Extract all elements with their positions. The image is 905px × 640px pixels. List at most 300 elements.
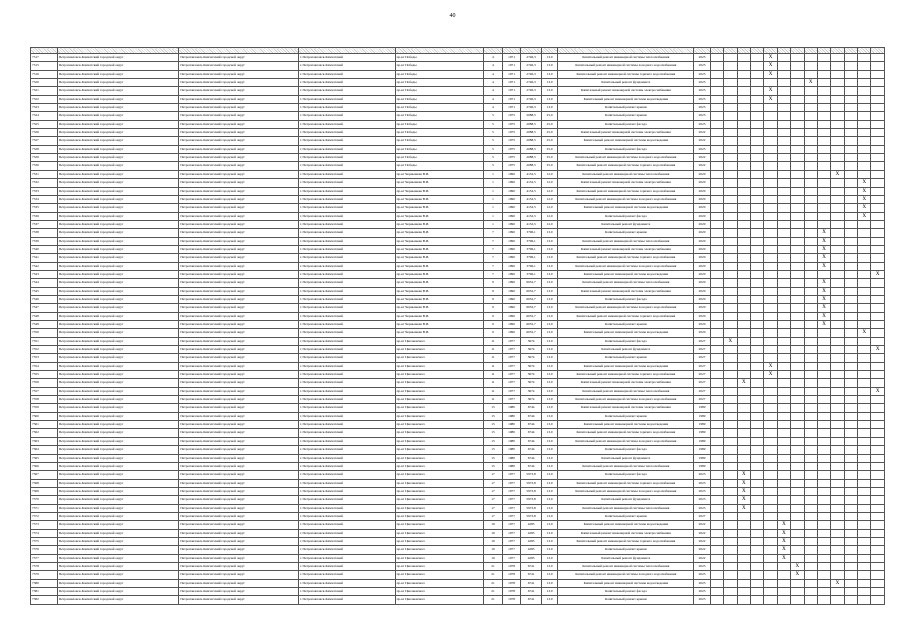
mark-cell — [804, 371, 817, 379]
mark-cell — [858, 429, 871, 437]
street-cell: пр-кт Чернышева В.И. — [395, 329, 484, 337]
mark-cell — [804, 346, 817, 354]
year-cell: 1978 — [502, 579, 521, 587]
mark-cell — [777, 129, 790, 137]
page-number: 40 — [449, 13, 456, 19]
mark-cell — [724, 204, 737, 212]
year-cell: 1977 — [502, 362, 521, 370]
wear-cell: 13,0 — [541, 312, 557, 320]
area-cell: 3796,1 — [521, 237, 542, 245]
mark-cell — [831, 329, 844, 337]
row-id: 7336 — [31, 212, 58, 220]
mark-cell — [817, 187, 830, 195]
mark-cell — [737, 362, 750, 370]
mark-cell — [791, 237, 804, 245]
mark-cell — [777, 487, 790, 495]
work-type-cell: Капитальный ремонт инженерной системы электроснабжения — [558, 245, 694, 253]
mark-cell — [804, 529, 817, 537]
area-cell: 6052,7 — [521, 329, 542, 337]
municipality-cell: Петропавловск-Камчатский городской округ — [179, 337, 298, 345]
year-cell: 1971 — [502, 79, 521, 87]
mark-cell — [724, 521, 737, 529]
mark-cell — [858, 295, 871, 303]
year-cell: 1971 — [502, 87, 521, 95]
municipality-cell: Петропавловск-Камчатский городской округ — [179, 404, 298, 412]
mark-cell — [858, 346, 871, 354]
mark-cell — [817, 487, 830, 495]
mark-cell — [750, 521, 763, 529]
street-cell: пр-кт Победы — [395, 154, 484, 162]
work-type-cell: Капитальный ремонт инженерной системы водоотведения — [558, 95, 694, 103]
mark-cell — [817, 546, 830, 554]
mark-cell — [804, 220, 817, 228]
mark-cell — [804, 404, 817, 412]
mark-cell — [750, 579, 763, 587]
work-type-cell: Капитальный ремонт инженерной системы холодного водоснабжения — [558, 437, 694, 445]
mark-cell — [724, 295, 737, 303]
street-cell: пр-кт Циолковского — [395, 454, 484, 462]
mark-cell — [817, 412, 830, 420]
municipality-cell: Петропавловск-Камчатский городской округ — [179, 79, 298, 87]
mark-cell — [831, 279, 844, 287]
mark-cell — [858, 537, 871, 545]
wear-cell: 13,0 — [541, 404, 557, 412]
settlement-cell: г. Петропавловск-Камчатский — [298, 104, 395, 112]
mark-cell — [804, 62, 817, 70]
municipality-cell: Петропавловск-Камчатский городской округ — [179, 371, 298, 379]
house-number-cell: 15 — [484, 446, 503, 454]
settlement-cell: г. Петропавловск-Камчатский — [298, 279, 395, 287]
mark-cell — [844, 262, 857, 270]
mark-cell — [844, 429, 857, 437]
mark-cell — [724, 237, 737, 245]
mark-cell — [844, 87, 857, 95]
table-row — [31, 237, 885, 245]
mark-cell — [871, 554, 885, 562]
mark-cell — [750, 262, 763, 270]
mark-cell — [724, 245, 737, 253]
work-type-cell: Капитальный ремонт инженерной системы теплоснабжения — [558, 170, 694, 178]
year-cell: 1977 — [502, 546, 521, 554]
mark-cell — [764, 462, 777, 470]
house-number-cell: 7 — [484, 254, 503, 262]
table-row — [31, 220, 885, 228]
table-row — [31, 137, 885, 145]
mark-cell — [724, 287, 737, 295]
mark-cell — [804, 112, 817, 120]
year-cell: 1977 — [502, 396, 521, 404]
mark-cell — [710, 537, 723, 545]
municipality-cell: Петропавловск-Камчатский городской округ — [179, 120, 298, 128]
mark-cell — [710, 137, 723, 145]
mark-cell — [844, 487, 857, 495]
mark-cell — [858, 479, 871, 487]
row-id: 7317 — [31, 54, 58, 62]
municipality-cell: Петропавловск-Камчатский городской округ — [57, 337, 179, 345]
mark-cell — [804, 362, 817, 370]
house-number-cell: 7 — [484, 245, 503, 253]
mark-cell — [737, 346, 750, 354]
area-cell: 6741 — [521, 588, 542, 596]
mark-cell — [724, 371, 737, 379]
street-cell: пр-кт Победы — [395, 104, 484, 112]
house-number-cell: 5 — [484, 162, 503, 170]
mark-cell — [737, 512, 750, 520]
table-row — [31, 187, 885, 195]
municipality-cell: Петропавловск-Камчатский городской округ — [179, 254, 298, 262]
street-cell: пр-кт Победы — [395, 145, 484, 153]
mark-cell: X — [737, 504, 750, 512]
mark-cell — [764, 204, 777, 212]
mark-cell — [764, 329, 777, 337]
mark-cell — [791, 95, 804, 103]
mark-cell — [750, 387, 763, 395]
mark-cell — [858, 546, 871, 554]
mark-cell: X — [737, 379, 750, 387]
house-number-cell: 11 — [484, 354, 503, 362]
work-type-cell: Капитальный ремонт инженерной системы водоотведения — [558, 362, 694, 370]
wear-cell: 25,0 — [541, 154, 557, 162]
mark-cell — [831, 204, 844, 212]
mark-cell — [750, 120, 763, 128]
mark-cell — [750, 79, 763, 87]
mark-cell — [764, 454, 777, 462]
house-number-cell: 17 — [484, 504, 503, 512]
plan-year-cell: 2027 — [694, 379, 710, 387]
table-row — [31, 479, 885, 487]
mark-cell — [737, 79, 750, 87]
municipality-cell: Петропавловск-Камчатский городской округ — [179, 429, 298, 437]
wear-cell: 13,0 — [541, 462, 557, 470]
plan-year-cell: 2020 — [694, 245, 710, 253]
mark-cell — [764, 537, 777, 545]
mark-cell — [817, 446, 830, 454]
mark-cell — [764, 179, 777, 187]
mark-cell — [724, 170, 737, 178]
mark-cell — [710, 187, 723, 195]
mark-cell — [844, 279, 857, 287]
municipality-cell: Петропавловск-Камчатский городской округ — [179, 496, 298, 504]
settlement-cell: г. Петропавловск-Камчатский — [298, 304, 395, 312]
mark-cell: X — [737, 479, 750, 487]
wear-cell: 13,0 — [541, 512, 557, 520]
year-cell: 1977 — [502, 521, 521, 529]
mark-cell — [831, 154, 844, 162]
plan-year-cell: 2020 — [694, 270, 710, 278]
mark-cell — [844, 154, 857, 162]
settlement-cell: г. Петропавловск-Камчатский — [298, 562, 395, 570]
mark-cell — [710, 254, 723, 262]
table-row — [31, 70, 885, 78]
area-cell: 6744 — [521, 412, 542, 420]
year-cell: 1990 — [502, 204, 521, 212]
table-row — [31, 546, 885, 554]
plan-year-cell: 1989 — [694, 462, 710, 470]
mark-cell — [777, 112, 790, 120]
mark-cell: X — [817, 254, 830, 262]
house-number-cell: 1 — [484, 187, 503, 195]
settlement-cell: г. Петропавловск-Камчатский — [298, 245, 395, 253]
mark-cell: X — [777, 521, 790, 529]
wear-cell: 13,0 — [541, 529, 557, 537]
mark-cell — [764, 521, 777, 529]
mark-cell — [777, 437, 790, 445]
wear-cell: 25,0 — [541, 145, 557, 153]
municipality-cell: Петропавловск-Камчатский городской округ — [179, 70, 298, 78]
plan-year-cell: 2022 — [694, 162, 710, 170]
settlement-cell: г. Петропавловск-Камчатский — [298, 237, 395, 245]
mark-cell — [817, 337, 830, 345]
mark-cell — [724, 571, 737, 579]
year-cell: 1977 — [502, 379, 521, 387]
mark-cell — [804, 579, 817, 587]
mark-cell — [791, 62, 804, 70]
table-row — [31, 462, 885, 470]
area-cell: 2088,5 — [521, 137, 542, 145]
mark-cell — [710, 579, 723, 587]
mark-cell — [844, 512, 857, 520]
mark-cell — [750, 170, 763, 178]
mark-cell — [724, 446, 737, 454]
house-number-cell: 15 — [484, 412, 503, 420]
plan-year-cell: 2020 — [694, 254, 710, 262]
mark-cell — [844, 70, 857, 78]
plan-year-cell: 2020 — [694, 321, 710, 329]
house-number-cell: 1 — [484, 212, 503, 220]
mark-cell — [737, 404, 750, 412]
mark-cell — [871, 112, 885, 120]
plan-year-cell: 2023 — [694, 562, 710, 570]
mark-cell — [817, 512, 830, 520]
year-cell: 1990 — [502, 179, 521, 187]
mark-cell — [844, 245, 857, 253]
area-cell: 6741 — [521, 562, 542, 570]
mark-cell — [858, 279, 871, 287]
mark-cell — [724, 95, 737, 103]
mark-cell — [858, 137, 871, 145]
house-number-cell: 4 — [484, 95, 503, 103]
row-id: 7351 — [31, 337, 58, 345]
work-type-cell: Капитальный ремонт фундамента — [558, 346, 694, 354]
mark-cell — [817, 396, 830, 404]
year-cell: 1990 — [502, 262, 521, 270]
mark-cell — [750, 129, 763, 137]
mark-cell — [710, 562, 723, 570]
mark-cell — [777, 270, 790, 278]
street-cell: пр-кт Циолковского — [395, 562, 484, 570]
mark-cell — [844, 329, 857, 337]
wear-cell: 13,0 — [541, 270, 557, 278]
municipality-cell: Петропавловск-Камчатский городской округ — [179, 220, 298, 228]
settlement-cell: г. Петропавловск-Камчатский — [298, 154, 395, 162]
work-type-cell: Капитальный ремонт инженерной системы горячего водоснабжения — [558, 187, 694, 195]
table-row — [31, 529, 885, 537]
house-number-cell: 11 — [484, 362, 503, 370]
table-row — [31, 104, 885, 112]
mark-cell — [777, 471, 790, 479]
mark-cell — [724, 471, 737, 479]
table-row — [31, 95, 885, 103]
mark-cell — [817, 346, 830, 354]
mark-cell — [858, 362, 871, 370]
work-type-cell: Капитальный ремонт инженерной системы теплоснабжения — [558, 54, 694, 62]
row-id: 7341 — [31, 254, 58, 262]
row-id: 7377 — [31, 554, 58, 562]
municipality-cell: Петропавловск-Камчатский городской округ — [179, 521, 298, 529]
table-row — [31, 504, 885, 512]
mark-cell — [737, 312, 750, 320]
municipality-cell: Петропавловск-Камчатский городской округ — [179, 170, 298, 178]
wear-cell: 13,0 — [541, 412, 557, 420]
mark-cell — [777, 212, 790, 220]
mark-cell — [750, 54, 763, 62]
mark-cell — [777, 421, 790, 429]
mark-cell: X — [858, 179, 871, 187]
mark-cell — [764, 529, 777, 537]
street-cell: пр-кт Победы — [395, 120, 484, 128]
mark-cell — [750, 312, 763, 320]
work-type-cell: Капитальный ремонт инженерной системы теплоснабжения — [558, 237, 694, 245]
wear-cell: 13,0 — [541, 579, 557, 587]
municipality-cell: Петропавловск-Камчатский городской округ — [57, 429, 179, 437]
mark-cell — [804, 237, 817, 245]
mark-cell — [750, 204, 763, 212]
plan-year-cell: 2023 — [694, 596, 710, 604]
municipality-cell: Петропавловск-Камчатский городской округ — [57, 362, 179, 370]
mark-cell — [804, 304, 817, 312]
municipality-cell: Петропавловск-Камчатский городской округ — [179, 454, 298, 462]
municipality-cell: Петропавловск-Камчатский городской округ — [57, 287, 179, 295]
plan-year-cell: 1989 — [694, 429, 710, 437]
mark-cell — [817, 571, 830, 579]
house-number-cell: 5 — [484, 112, 503, 120]
table-row — [31, 512, 885, 520]
mark-cell — [871, 154, 885, 162]
mark-cell — [871, 512, 885, 520]
mark-cell — [831, 254, 844, 262]
row-id: 7376 — [31, 546, 58, 554]
work-type-cell: Капитальный ремонт инженерной системы холодного водоснабжения — [558, 487, 694, 495]
mark-cell — [791, 554, 804, 562]
settlement-cell: г. Петропавловск-Камчатский — [298, 337, 395, 345]
year-cell: 1977 — [502, 354, 521, 362]
mark-cell — [777, 404, 790, 412]
row-id: 7354 — [31, 362, 58, 370]
mark-cell — [831, 521, 844, 529]
mark-cell — [764, 162, 777, 170]
mark-cell — [817, 145, 830, 153]
table-row — [31, 262, 885, 270]
wear-cell: 13,0 — [541, 421, 557, 429]
municipality-cell: Петропавловск-Камчатский городской округ — [57, 120, 179, 128]
settlement-cell: г. Петропавловск-Камчатский — [298, 421, 395, 429]
house-number-cell: 1 — [484, 195, 503, 203]
mark-cell — [804, 379, 817, 387]
mark-cell — [710, 204, 723, 212]
plan-year-cell: 2023 — [694, 504, 710, 512]
table-row — [31, 521, 885, 529]
plan-year-cell: 2027 — [694, 371, 710, 379]
mark-cell — [777, 120, 790, 128]
municipality-cell: Петропавловск-Камчатский городской округ — [57, 496, 179, 504]
mark-cell — [791, 337, 804, 345]
settlement-cell: г. Петропавловск-Камчатский — [298, 112, 395, 120]
mark-cell — [858, 396, 871, 404]
row-id: 7345 — [31, 287, 58, 295]
mark-cell — [804, 137, 817, 145]
year-cell: 1978 — [502, 596, 521, 604]
mark-cell — [764, 396, 777, 404]
street-cell: пр-кт Чернышева В.И. — [395, 270, 484, 278]
table-row — [31, 371, 885, 379]
plan-year-cell: 2020 — [694, 279, 710, 287]
municipality-cell: Петропавловск-Камчатский городской округ — [57, 346, 179, 354]
house-number-cell: 19 — [484, 537, 503, 545]
work-type-cell: Капитальный ремонт инженерной системы горячего водоснабжения — [558, 371, 694, 379]
municipality-cell: Петропавловск-Камчатский городской округ — [179, 546, 298, 554]
mark-cell — [737, 54, 750, 62]
area-cell: 4132,5 — [521, 195, 542, 203]
mark-cell — [764, 429, 777, 437]
row-id: 7316 — [31, 70, 58, 78]
mark-cell — [724, 154, 737, 162]
mark-cell — [710, 571, 723, 579]
mark-cell — [817, 387, 830, 395]
mark-cell — [764, 354, 777, 362]
year-cell: 1980 — [502, 437, 521, 445]
area-cell: 3674 — [521, 337, 542, 345]
mark-cell — [804, 337, 817, 345]
mark-cell — [831, 270, 844, 278]
mark-cell — [724, 379, 737, 387]
mark-cell — [831, 504, 844, 512]
mark-cell — [764, 446, 777, 454]
mark-cell — [804, 287, 817, 295]
row-id: 7342 — [31, 262, 58, 270]
mark-cell — [844, 187, 857, 195]
work-type-cell: Капитальный ремонт крыши — [558, 321, 694, 329]
plan-year-cell: 2020 — [694, 170, 710, 178]
mark-cell — [871, 371, 885, 379]
work-type-cell: Капитальный ремонт крыши — [558, 512, 694, 520]
wear-cell: 13,0 — [541, 571, 557, 579]
mark-cell: X — [858, 204, 871, 212]
mark-cell — [764, 137, 777, 145]
year-cell: 1975 — [502, 145, 521, 153]
street-cell: пр-кт Чернышева В.И. — [395, 179, 484, 187]
house-number-cell: 11 — [484, 396, 503, 404]
mark-cell — [871, 312, 885, 320]
mark-cell — [777, 354, 790, 362]
plan-year-cell: 1989 — [694, 412, 710, 420]
area-cell: 5973,8 — [521, 487, 542, 495]
settlement-cell: г. Петропавловск-Камчатский — [298, 479, 395, 487]
mark-cell — [831, 571, 844, 579]
mark-cell — [791, 521, 804, 529]
mark-cell — [764, 295, 777, 303]
mark-cell — [831, 346, 844, 354]
mark-cell — [791, 287, 804, 295]
mark-cell — [777, 137, 790, 145]
mark-cell — [871, 204, 885, 212]
wear-cell: 13,0 — [541, 87, 557, 95]
mark-cell — [817, 329, 830, 337]
mark-cell — [764, 579, 777, 587]
mark-cell — [804, 446, 817, 454]
mark-cell — [791, 529, 804, 537]
wear-cell: 13,0 — [541, 295, 557, 303]
municipality-cell: Петропавловск-Камчатский городской округ — [179, 379, 298, 387]
